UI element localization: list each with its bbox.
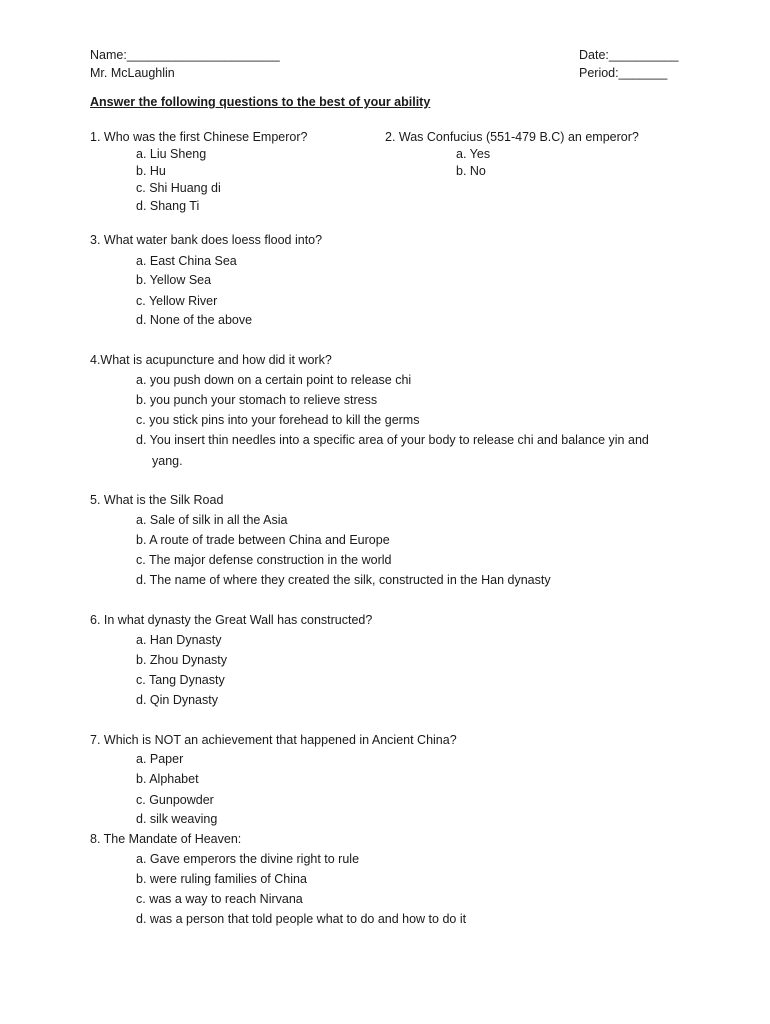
q7-option-c: c. Gunpowder <box>136 793 214 807</box>
date-field-label: Date:__________ <box>579 48 679 62</box>
q1-option-b: b. Hu <box>136 164 166 178</box>
q3-option-c: c. Yellow River <box>136 294 218 308</box>
question-3: 3. What water bank does loess flood into? <box>90 233 323 247</box>
q3-option-a: a. East China Sea <box>136 254 237 268</box>
q6-option-b: b. Zhou Dynasty <box>136 653 228 667</box>
q4-option-b: b. you punch your stomach to relieve stress <box>136 393 378 407</box>
q5-option-c: c. The major defense construction in the world <box>136 553 392 567</box>
q7-option-d: d. silk weaving <box>136 812 218 826</box>
q8-option-a: a. Gave emperors the divine right to rule <box>136 852 360 866</box>
q3-option-d: d. None of the above <box>136 313 253 327</box>
question-2: 2. Was Confucius (551-479 B.C) an emperor? <box>385 130 639 144</box>
question-5: 5. What is the Silk Road <box>90 493 224 507</box>
q1-option-a: a. Liu Sheng <box>136 147 207 161</box>
q5-option-d: d. The name of where they created the silk, constructed in the Han dynasty <box>136 573 551 587</box>
q4-option-c: c. you stick pins into your forehead to kill the germs <box>136 413 420 427</box>
q2-option-a: a. Yes <box>456 147 491 161</box>
question-8: 8. The Mandate of Heaven: <box>90 832 242 846</box>
question-4: 4.What is acupuncture and how did it work? <box>90 353 332 367</box>
q2-option-b: b. No <box>456 164 486 178</box>
q8-option-d: d. was a person that told people what to do and how to do it <box>136 912 467 926</box>
q4-option-d-continued: yang. <box>152 454 183 468</box>
question-6: 6. In what dynasty the Great Wall has constructed? <box>90 613 373 627</box>
q4-option-a: a. you push down on a certain point to release chi <box>136 373 412 387</box>
q8-option-b: b. were ruling families of China <box>136 872 307 886</box>
q1-option-d: d. Shang Ti <box>136 199 200 213</box>
instructions-heading: Answer the following questions to the best of your ability <box>90 95 431 109</box>
question-1: 1. Who was the first Chinese Emperor? <box>90 130 308 144</box>
teacher-name: Mr. McLaughlin <box>90 66 175 80</box>
q6-option-a: a. Han Dynasty <box>136 633 222 647</box>
q7-option-b: b. Alphabet <box>136 772 199 786</box>
q6-option-d: d. Qin Dynasty <box>136 693 218 707</box>
q1-option-c: c. Shi Huang di <box>136 181 221 195</box>
q7-option-a: a. Paper <box>136 752 184 766</box>
q3-option-b: b. Yellow Sea <box>136 273 212 287</box>
q5-option-a: a. Sale of silk in all the Asia <box>136 513 288 527</box>
period-field-label: Period:_______ <box>579 66 668 80</box>
q5-option-b: b. A route of trade between China and Europe <box>136 533 390 547</box>
question-7: 7. Which is NOT an achievement that happened in Ancient China? <box>90 733 457 747</box>
q6-option-c: c. Tang Dynasty <box>136 673 225 687</box>
name-field-label: Name:______________________ <box>90 48 280 62</box>
q8-option-c: c. was a way to reach Nirvana <box>136 892 303 906</box>
q4-option-d: d. You insert thin needles into a specific area of your body to release chi and balance yin and <box>136 433 649 447</box>
